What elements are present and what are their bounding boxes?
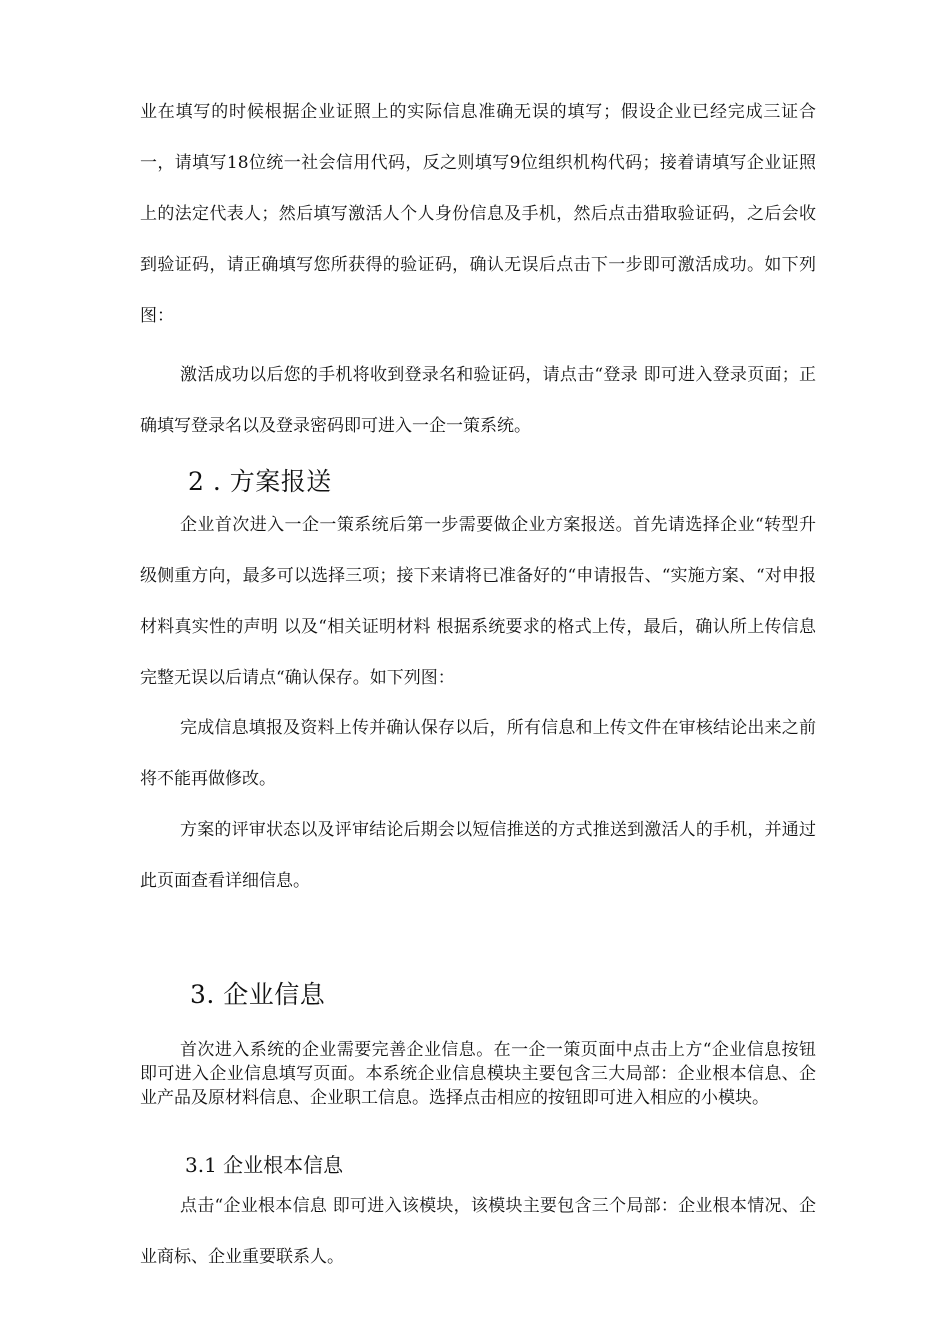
paragraph-company-info: 首次进入系统的企业需要完善企业信息。在一企一策页面中点击上方“企业信息按钮即可进入企业信息填写页面。本系统企业信息模块主要包含三大局部：企业根本信息、企业产品及原材料信息、企业职工信息。选择点击相应的按钮即可进入相应的小模块。 (140, 1040, 816, 1108)
heading-scheme-submission: 2 . 方案报送 (188, 467, 332, 496)
paragraph-scheme-submission: 企业首次进入一企一策系统后第一步需要做企业方案报送。首先请选择企业“转型升级侧重方向，最多可以选择三项；接下来请将已准备好的“申请报告、“实施方案、“对申报材料真实性的声明 以及“相关证明材料 根据系统要求的格式上传，最后，确认所上传信息完整无误以后请点“确认保存。如下列图： (140, 515, 816, 688)
paragraph-basic-info: 点击“企业根本信息 即可进入该模块，该模块主要包含三个局部：企业根本情况、企业商标、企业重要联系人。 (140, 1196, 816, 1267)
paragraph-activation-steps: 业在填写的时候根据企业证照上的实际信息准确无误的填写；假设企业已经完成三证合一，请填写18位统一社会信用代码，反之则填写9位组织机构代码；接着请填写企业证照上的法定代表人；然后填写激活人个人身份信息及手机，然后点击猎取验证码，之后会收到验证码，请正确填写您所获得的验证码，确认无误后点击下一步即可激活成功。如下列图： (140, 102, 816, 326)
paragraph-activation-success: 激活成功以后您的手机将收到登录名和验证码，请点击“登录 即可进入登录页面；正确填写登录名以及登录密码即可进入一企一策系统。 (140, 365, 816, 436)
paragraph-no-modification: 完成信息填报及资料上传并确认保存以后，所有信息和上传文件在审核结论出来之前将不能再做修改。 (140, 718, 816, 789)
paragraph-review-status: 方案的评审状态以及评审结论后期会以短信推送的方式推送到激活人的手机，并通过此页面查看详细信息。 (140, 820, 816, 891)
heading-basic-info: 3.1 企业根本信息 (185, 1153, 344, 1177)
heading-company-info: 3. 企业信息 (190, 980, 326, 1009)
